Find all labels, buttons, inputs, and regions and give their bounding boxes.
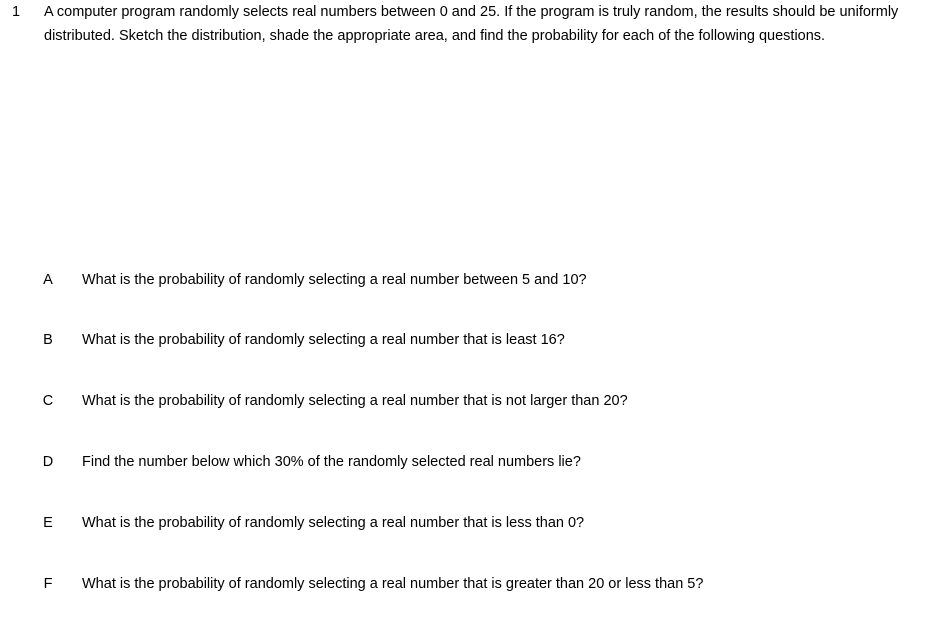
question-part-a (0, 268, 940, 292)
problem-number: 1 (12, 4, 21, 20)
part-letter: A (43, 272, 53, 288)
part-letter: E (43, 515, 53, 531)
part-question: What is the probability of randomly selecting a real number between 5 and 10? (82, 272, 587, 288)
question-part-c (0, 389, 940, 413)
part-question: What is the probability of randomly selecting a real number that is less than 0? (82, 515, 585, 531)
part-letter: B (43, 332, 53, 348)
problem-stem: A computer program randomly selects real numbers between 0 and 25. If the program is truly random, the results should be uniformly distributed. Sketch the distribution, shade the appropriate area, and find the probability for each of the following questions. (44, 4, 899, 44)
question-part-d (0, 450, 940, 474)
part-question: Find the number below which 30% of the randomly selected real numbers lie? (82, 454, 581, 470)
part-letter: C (42, 393, 54, 409)
question-part-e (0, 511, 940, 535)
part-letter: D (42, 454, 54, 470)
part-question: What is the probability of randomly selecting a real number that is greater than 20 or less than 5? (82, 576, 704, 592)
part-letter: F (43, 576, 53, 592)
part-question: What is the probability of randomly selecting a real number that is not larger than 20? (82, 393, 628, 409)
question-part-b (0, 328, 940, 352)
question-part-f (0, 572, 940, 596)
part-question: What is the probability of randomly selecting a real number that is least 16? (82, 332, 565, 348)
